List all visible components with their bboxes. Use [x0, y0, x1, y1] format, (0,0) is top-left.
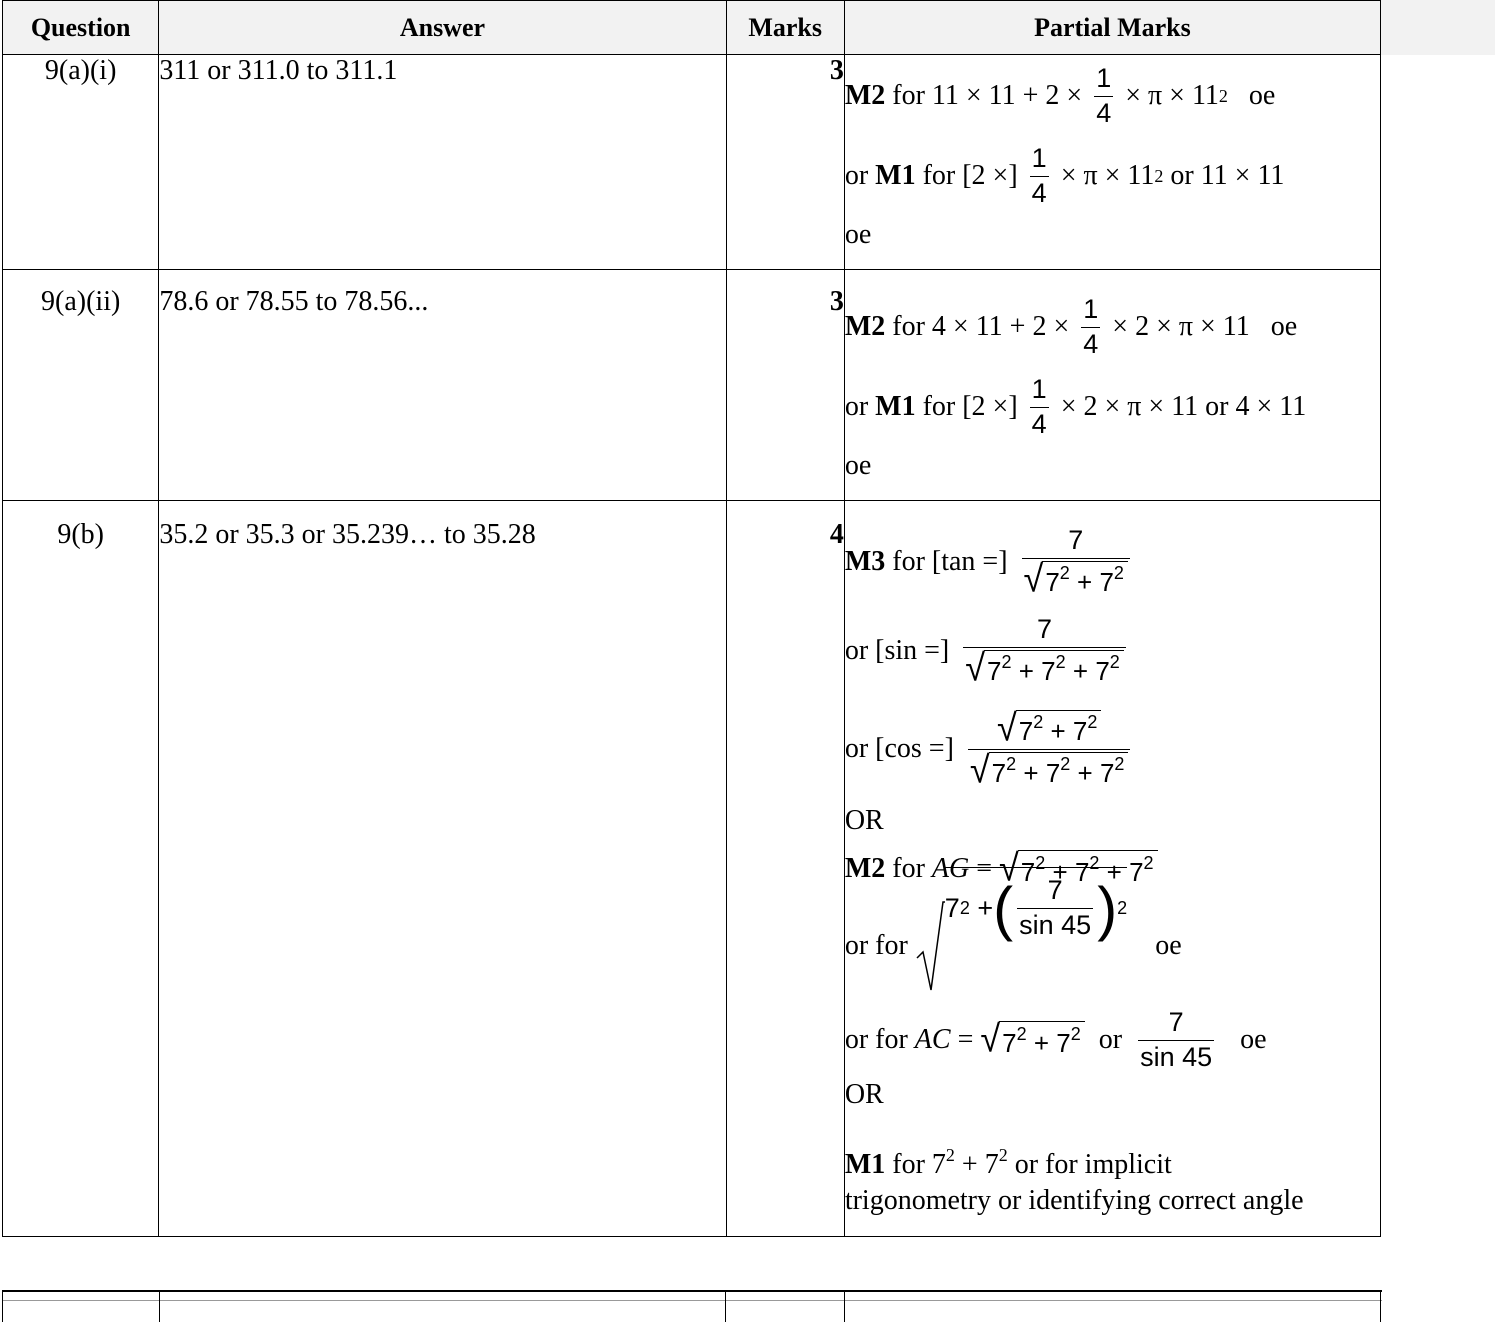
- text: for [tan =]: [892, 546, 1008, 577]
- expression: × 2 × π × 11: [1112, 311, 1250, 342]
- denominator: 4: [1096, 97, 1112, 128]
- denominator: 4: [1031, 177, 1047, 208]
- table-row: [3, 55, 1381, 270]
- mark-code: M1: [875, 160, 916, 191]
- oe-text: oe: [1270, 311, 1298, 342]
- expression: 4 × 11 + 2 ×: [931, 311, 1070, 342]
- text: or: [1098, 1024, 1123, 1055]
- text: or for: [844, 930, 908, 961]
- oe-text: oe: [1240, 1024, 1267, 1055]
- denominator: [963, 647, 1126, 687]
- or-divider: OR: [844, 1079, 884, 1110]
- exponent: 2: [1154, 165, 1164, 186]
- mark-code: M2: [844, 853, 886, 884]
- expression: for [2 ×]: [922, 391, 1018, 422]
- header-row: [3, 1, 1381, 55]
- oe-text: oe: [1248, 80, 1276, 111]
- text: =: [976, 853, 993, 884]
- fraction: [1022, 525, 1130, 600]
- numerator: [995, 705, 1103, 749]
- m1-text: M1 for $7^2 + 7^2$ or for implicit trigonometry or identifying correct angle: [844, 1145, 1304, 1216]
- table-row: [3, 501, 1381, 1237]
- table-row: [3, 270, 1381, 501]
- question-cell: 9(b): [3, 501, 159, 1237]
- fraction: [1030, 144, 1049, 208]
- header-partial-marks: Partial Marks: [844, 1, 1380, 55]
- denominator: sin 45: [1019, 910, 1092, 940]
- or-divider: OR: [844, 805, 884, 836]
- partial-marks-cell: [844, 501, 1380, 1237]
- expression: or 11 × 11: [1170, 160, 1285, 191]
- expression: for [2 ×]: [922, 160, 1018, 191]
- denominator: [1022, 558, 1130, 598]
- fraction: [1094, 64, 1113, 128]
- answer-cell: 35.2 or 35.3 or 35.239… to 35.28: [159, 501, 726, 1237]
- fraction: [1138, 1008, 1214, 1072]
- exponent: 2: [1218, 85, 1228, 106]
- expression: × π × 11: [1060, 160, 1155, 191]
- square-root: √ $7^2 + 7^2 + 7^2$: [970, 752, 1129, 788]
- header-extension: [1380, 0, 1495, 55]
- mark-code: M1: [844, 1149, 886, 1180]
- fraction: [968, 705, 1131, 791]
- answer-cell: 78.6 or 78.55 to 78.56...: [159, 270, 726, 501]
- marks-cell: 3: [726, 55, 844, 270]
- numerator: 1: [1031, 142, 1047, 173]
- numerator: 7: [1168, 1006, 1184, 1037]
- text: or [sin =]: [844, 635, 950, 666]
- numerator: 1: [1083, 293, 1099, 324]
- text: or [cos =]: [844, 733, 954, 764]
- marks-cell: 3: [726, 270, 844, 501]
- radical-sign: [915, 898, 945, 994]
- numerator: 1: [1096, 62, 1112, 93]
- header-question: Question: [3, 1, 159, 55]
- text: for: [892, 853, 925, 884]
- variable: AC: [914, 1024, 951, 1055]
- square-root: √ $7^2 + 7^2 + 7^2$: [999, 850, 1158, 888]
- header-answer: Answer: [159, 1, 726, 55]
- denominator: 4: [1031, 408, 1047, 439]
- header-marks: Marks: [726, 1, 844, 55]
- mark-code: M2: [844, 80, 886, 111]
- oe-text: oe: [1155, 930, 1182, 961]
- square-root: √ $7^2 + 7^2$: [980, 1021, 1084, 1059]
- mark-code: M3: [844, 546, 886, 577]
- question-cell: 9(a)(ii): [3, 270, 159, 501]
- square-root: √ $7^2 + 7^2 + 7^2$: [965, 650, 1124, 686]
- text: or for: [844, 1024, 908, 1055]
- numerator: 7: [1047, 875, 1063, 906]
- text: for: [892, 80, 925, 111]
- fraction: [1081, 295, 1100, 359]
- numerator: 7: [1068, 525, 1084, 556]
- denominator: sin 45: [1140, 1041, 1213, 1072]
- fraction: [1017, 876, 1093, 940]
- denominator: [968, 749, 1131, 789]
- question-cell: 9(a)(i): [3, 55, 159, 270]
- partial-marks-cell: [844, 270, 1380, 501]
- mark-code: M1: [875, 391, 916, 422]
- marks-cell: 4: [726, 501, 844, 1237]
- fraction: [963, 614, 1126, 689]
- mark-code: M2: [844, 311, 886, 342]
- expression: × 2 × π × 11 or 4 × 11: [1060, 391, 1307, 422]
- text: or: [844, 391, 869, 422]
- text: or: [844, 160, 869, 191]
- text: =: [957, 1024, 974, 1055]
- expression: 11 × 11 + 2 ×: [931, 80, 1083, 111]
- square-root: √ $7^2 + 7^2$: [997, 710, 1101, 746]
- radicand: 7 2 + ( $\frac{7}{\sin 45}$ ) 2: [945, 867, 1127, 940]
- square-root: √ $7^2 + 7^2$: [1024, 561, 1128, 597]
- partial-marks-cell: [844, 55, 1380, 270]
- numerator: 1: [1031, 373, 1047, 404]
- next-table-top: [2, 1290, 1382, 1322]
- expression: × π × 11: [1125, 80, 1219, 111]
- fraction: [1030, 375, 1049, 439]
- oe-text: oe: [844, 450, 872, 481]
- answer-cell: 311 or 311.0 to 311.1: [159, 55, 726, 270]
- numerator: 7: [1037, 614, 1053, 645]
- mark-scheme-table: [2, 0, 1381, 1237]
- text: for: [892, 311, 925, 342]
- denominator: 4: [1083, 328, 1099, 359]
- variable: AG: [931, 853, 970, 884]
- oe-text: oe: [844, 219, 872, 250]
